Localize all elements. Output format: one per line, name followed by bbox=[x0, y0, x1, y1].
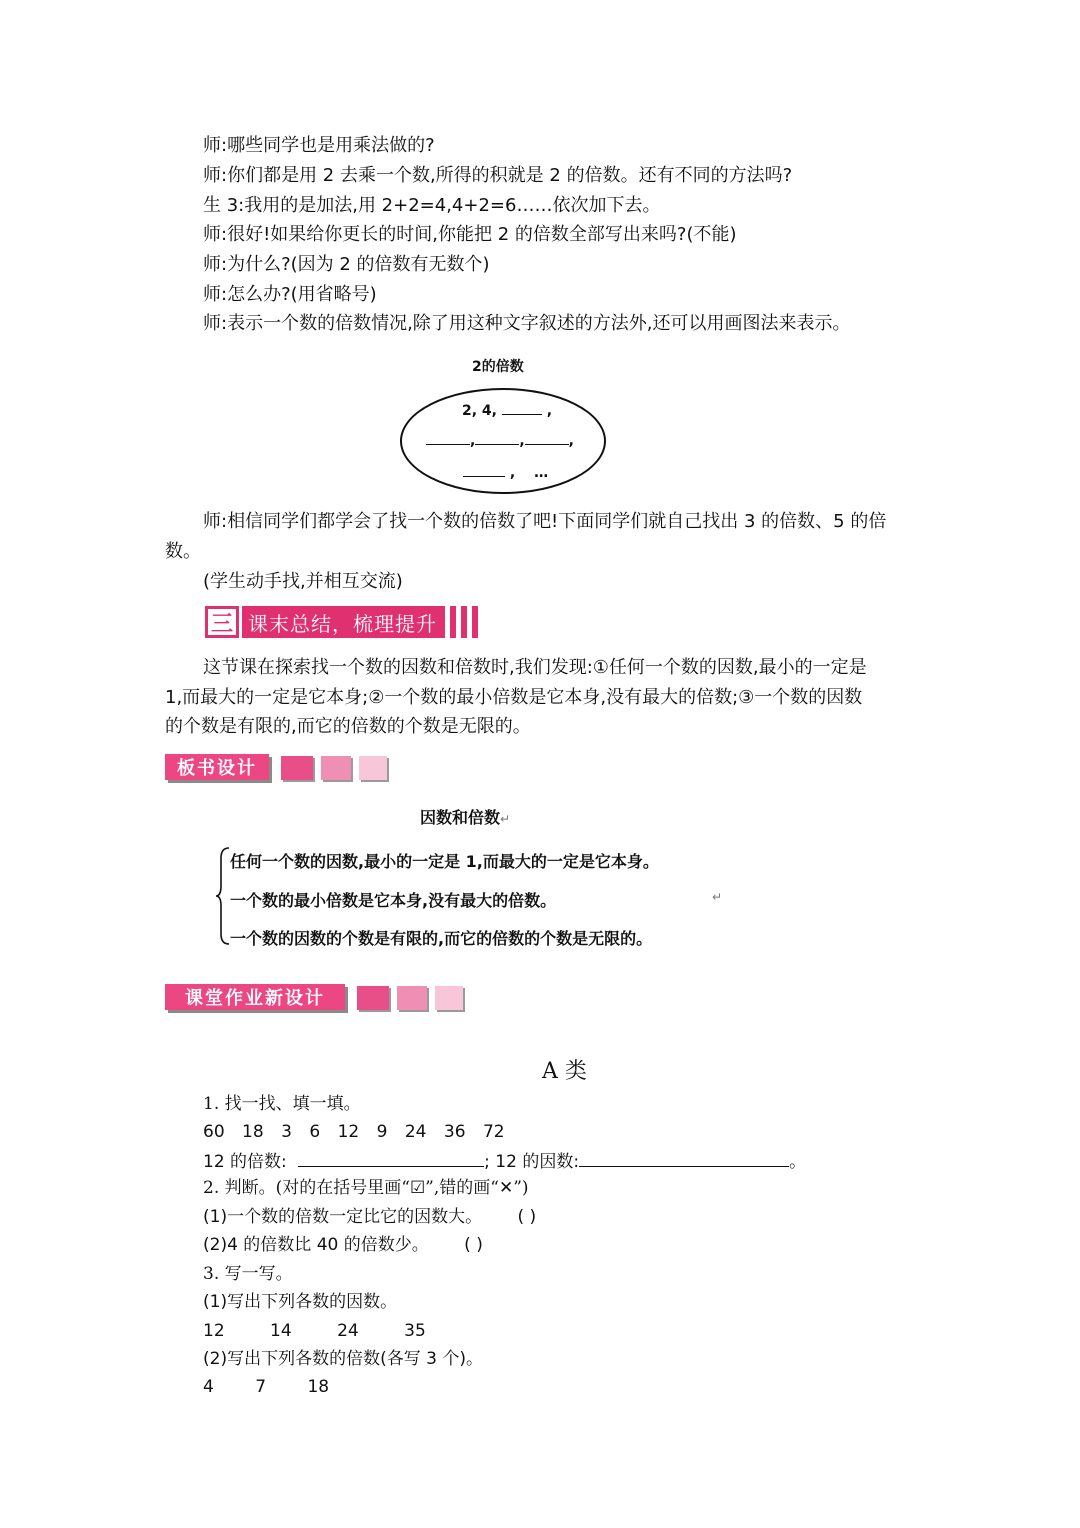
section3-title: 课末总结，梳理提升 bbox=[242, 606, 445, 638]
dialogue-line-6: 师:怎么办?(用省略号) bbox=[203, 284, 377, 305]
q3-sub1-numbers bbox=[203, 1319, 426, 1343]
q3-number: 18 bbox=[307, 1377, 330, 1397]
q1-number: 60 bbox=[203, 1122, 225, 1142]
return-mark: ↵ bbox=[500, 812, 511, 826]
board-design-line-3: 一个数的因数的个数是有限的,而它的倍数的个数是无限的。 bbox=[230, 929, 653, 948]
summary-line-1: 这节课在探索找一个数的因数和倍数时,我们发现:①任何一个数的因数,最小的一定是 bbox=[203, 657, 867, 678]
answer-paren[interactable]: ( ) bbox=[517, 1207, 537, 1227]
dialogue-line-5: 师:为什么?(因为 2 的倍数有无数个) bbox=[203, 254, 490, 275]
diagram-comma: , bbox=[470, 433, 476, 449]
return-mark: ↵ bbox=[712, 890, 723, 904]
dialogue-line-7: 师:表示一个数的倍数情况,除了用这种文字叙述的方法外,还可以用画图法来表示。 bbox=[203, 313, 851, 334]
decor-square bbox=[321, 756, 351, 780]
homework-header bbox=[165, 980, 463, 1010]
dialogue-line-2: 师:你们都是用 2 去乘一个数,所得的积就是 2 的倍数。还有不同的方法吗? bbox=[203, 165, 793, 186]
q3-sub2: (2)写出下列各数的倍数(各写 3 个)。 bbox=[203, 1349, 483, 1369]
decor-square bbox=[435, 986, 463, 1010]
diagram-comma: , bbox=[509, 465, 516, 481]
answer-paren[interactable]: ( ) bbox=[464, 1235, 483, 1255]
after-diagram-line-1: 师:相信同学们都学会了找一个数的倍数了吧!下面同学们就自己找出 3 的倍数、5 的倍 bbox=[203, 511, 887, 532]
after-diagram-line-2: 数。 bbox=[165, 541, 201, 562]
summary-line-3: 的个数是有限的,而它的倍数的个数是无限的。 bbox=[165, 716, 531, 737]
decor-square bbox=[357, 986, 389, 1010]
q3-title: 3. 写一写。 bbox=[203, 1264, 293, 1284]
q2-item-1 bbox=[203, 1205, 536, 1229]
factors-answer-blank[interactable] bbox=[579, 1148, 789, 1167]
board-design-header-label: 板书设计 bbox=[165, 754, 269, 780]
q1-factors-label: ; 12 的因数: bbox=[484, 1152, 580, 1172]
decor-square bbox=[281, 756, 313, 780]
q1-number: 18 bbox=[242, 1122, 264, 1142]
section3-number: 三 bbox=[205, 606, 239, 638]
diagram-row1-prefix: 2, 4, bbox=[462, 403, 497, 419]
q3-number: 12 bbox=[203, 1321, 225, 1341]
q1-fill-line bbox=[203, 1148, 806, 1174]
after-diagram-note: (学生动手找,并相互交流) bbox=[203, 571, 403, 592]
q1-number: 72 bbox=[482, 1122, 505, 1142]
board-design-title bbox=[420, 805, 510, 828]
q3-sub2-numbers bbox=[203, 1375, 329, 1399]
q1-number: 9 bbox=[376, 1122, 388, 1142]
q3-sub1: (1)写出下列各数的因数。 bbox=[203, 1292, 398, 1312]
board-design-line-1: 任何一个数的因数,最小的一定是 1,而最大的一定是它本身。 bbox=[230, 852, 659, 871]
board-design-title-text: 因数和倍数 bbox=[420, 808, 501, 827]
diagram-blank bbox=[475, 430, 519, 445]
q1-numbers bbox=[203, 1120, 505, 1144]
diagram-ellipsis: … bbox=[534, 465, 549, 481]
q2-item-2 bbox=[203, 1233, 483, 1257]
diagram-comma: , bbox=[546, 403, 553, 419]
q1-multiples-label: 12 的倍数: bbox=[203, 1152, 287, 1172]
diagram-blank bbox=[426, 430, 470, 445]
q2-item-2-text: (2)4 的倍数比 40 的倍数少。 bbox=[203, 1235, 429, 1255]
summary-line-2: 1,而最大的一定是它本身;②一个数的最小倍数是它本身,没有最大的倍数;③一个数的因数 bbox=[165, 687, 863, 708]
diagram-blank bbox=[525, 430, 569, 445]
decor-square bbox=[359, 756, 387, 780]
multiples-answer-blank[interactable] bbox=[298, 1148, 484, 1167]
dialogue-line-3: 生 3:我用的是加法,用 2+2=4,4+2=6……依次加下去。 bbox=[203, 195, 661, 216]
q1-number: 6 bbox=[309, 1122, 321, 1142]
q3-number: 35 bbox=[404, 1321, 426, 1341]
homework-header-label: 课堂作业新设计 bbox=[165, 984, 345, 1010]
dialogue-line-4: 师:很好!如果给你更长的时间,你能把 2 的倍数全部写出来吗?(不能) bbox=[203, 224, 737, 245]
diagram-blank bbox=[502, 400, 542, 415]
diagram-row-1 bbox=[462, 400, 552, 419]
section3-decor-bar bbox=[450, 606, 456, 638]
diagram-row-2 bbox=[426, 430, 574, 449]
q3-number: 14 bbox=[270, 1321, 292, 1341]
q2-title: 2. 判断。(对的在括号里画“☑”,错的画“✕”) bbox=[203, 1178, 529, 1198]
diagram-row-3 bbox=[463, 462, 548, 481]
section3-decor-bar bbox=[472, 606, 478, 638]
decor-square bbox=[397, 986, 427, 1010]
diagram-title: 2的倍数 bbox=[472, 359, 524, 375]
section3-banner bbox=[205, 606, 478, 638]
q1-number: 24 bbox=[404, 1122, 427, 1142]
q3-number: 7 bbox=[255, 1377, 267, 1397]
q1-number: 12 bbox=[337, 1122, 360, 1142]
q1-number: 3 bbox=[281, 1122, 292, 1142]
board-design-header bbox=[165, 750, 387, 780]
q1-number: 36 bbox=[443, 1122, 466, 1142]
class-a-title: A 类 bbox=[542, 1059, 587, 1084]
dialogue-line-1: 师:哪些同学也是用乘法做的? bbox=[203, 135, 435, 156]
diagram-comma: , bbox=[568, 433, 574, 449]
q3-number: 4 bbox=[203, 1377, 214, 1397]
q1-title: 1. 找一找、填一填。 bbox=[203, 1094, 361, 1114]
q1-end: 。 bbox=[789, 1152, 807, 1172]
q3-number: 24 bbox=[337, 1321, 359, 1341]
diagram-blank bbox=[463, 462, 505, 477]
section3-decor-bar bbox=[461, 606, 467, 638]
q2-item-1-text: (1)一个数的倍数一定比它的因数大。 bbox=[203, 1207, 483, 1227]
board-design-line-2: 一个数的最小倍数是它本身,没有最大的倍数。 bbox=[230, 891, 557, 910]
diagram-comma: , bbox=[519, 433, 525, 449]
